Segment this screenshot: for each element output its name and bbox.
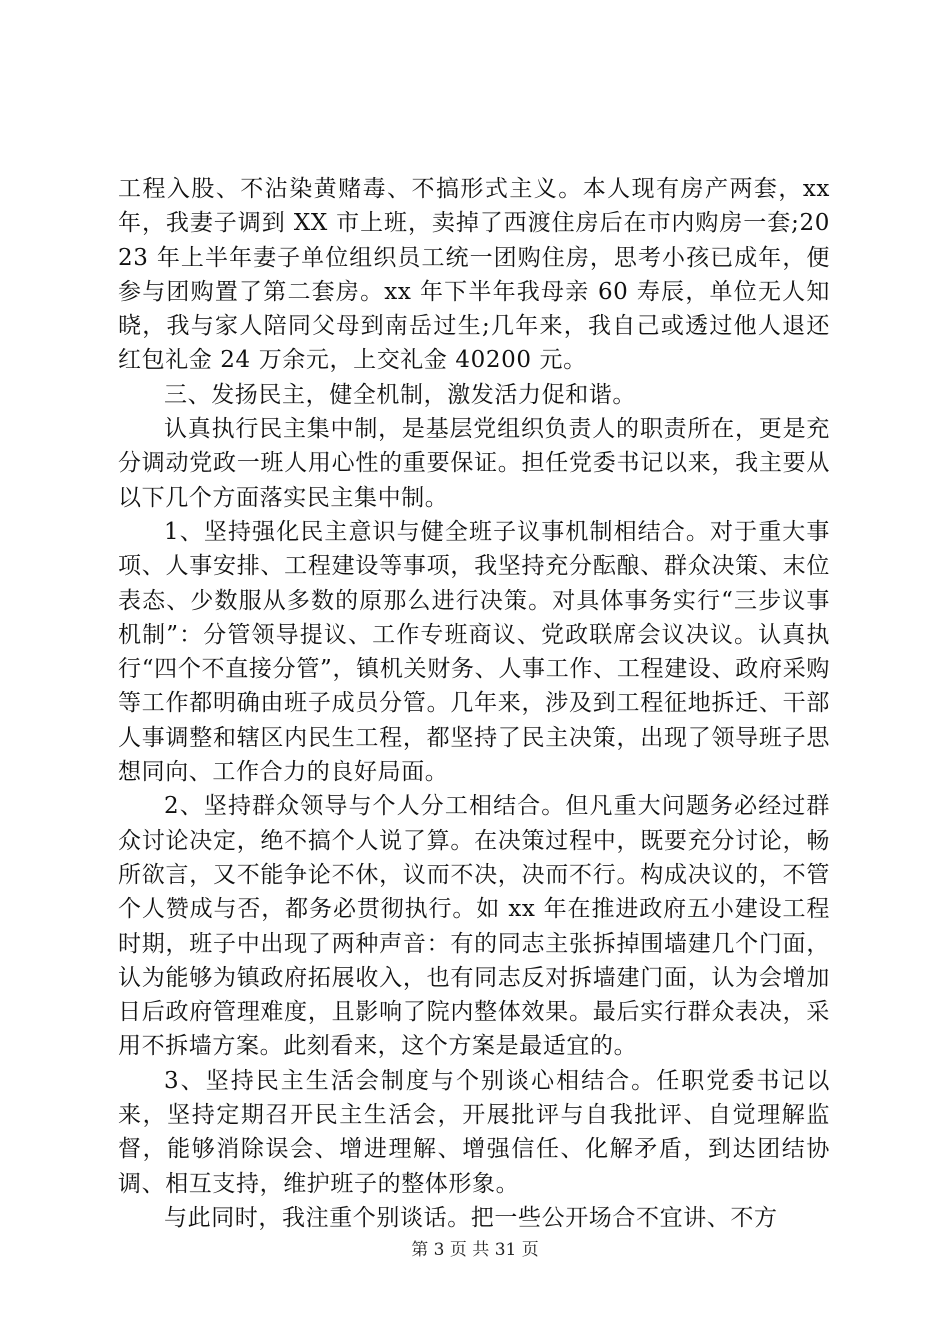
document-body <box>118 172 830 1235</box>
section-heading-three: 三、发扬民主，健全机制，激发活力促和谐。 <box>164 381 636 408</box>
paragraph-democratic-centralism: 认真执行民主集中制，是基层党组织负责人的职责所在，更是充分调动党政一班人用心性的重要保证。担任党委书记以来，我主要从以下几个方面落实民主集中制。 <box>118 416 830 511</box>
paragraph-point-2: 2、坚持群众领导与个人分工相结合。但凡重大问题务必经过群众讨论决定，绝不搞个人说了算。在决策过程中，既要充分讨论，畅所欲言，又不能争论不休，议而不决，决而不行。构成决议的，不管个人赞成与否，都务必贯彻执行。如 xx 年在推进政府五小建设工程时期，班子中出现了两种声音：有的同志主张拆掉围墙建几个门面，认为能够为镇政府拓展收入，也有同志反对拆墙建门面，认为会增加日后政府管理难度，且影响了院内整体效果。最后实行群众表决，采用不拆墙方案。此刻看来，这个方案是最适宜的。 <box>118 793 830 1060</box>
paragraph-continued: 工程入股、不沾染黄赌毒、不搞形式主义。本人现有房产两套，xx 年，我妻子调到 XX 市上班，卖掉了西渡住房后在市内购房一套;2023 年上半年妻子单位组织员工统一团购住房，思考小孩已成年，便参与团购置了第二套房。xx 年下半年我母亲 60 寿辰，单位无人知晓，我与家人陪同父母到南岳过生;几年来，我自己或透过他人退还红包礼金 24 万余元，上交礼金 40200 元。 <box>118 176 830 374</box>
paragraph-point-1: 1、坚持强化民主意识与健全班子议事机制相结合。对于重大事项、人事安排、工程建设等事项，我坚持充分酝酿、群众决策、末位表态、少数服从多数的原那么进行决策。对具体事务实行“三步议事机制”：分管领导提议、工作专班商议、党政联席会议决议。认真执行“四个不直接分管”，镇机关财务、人事工作、工程建设、政府采购等工作都明确由班子成员分管。几年来，涉及到工程征地拆迁、干部人事调整和辖区内民生工程，都坚持了民主决策，出现了领导班子思想同向、工作合力的良好局面。 <box>118 518 830 786</box>
paragraph-point-3: 3、坚持民主生活会制度与个别谈心相结合。任职党委书记以来，坚持定期召开民主生活会，开展批评与自我批评、自觉理解监督，能够消除误会、增进理解、增强信任、化解矛盾，到达团结协调、相互支持，维护班子的整体形象。 <box>118 1067 830 1197</box>
paragraph-individual-talks: 与此同时，我注重个别谈话。把一些公开场合不宜讲、不方 <box>164 1204 778 1231</box>
page-footer: 第 3 页 共 31 页 <box>411 1240 539 1260</box>
